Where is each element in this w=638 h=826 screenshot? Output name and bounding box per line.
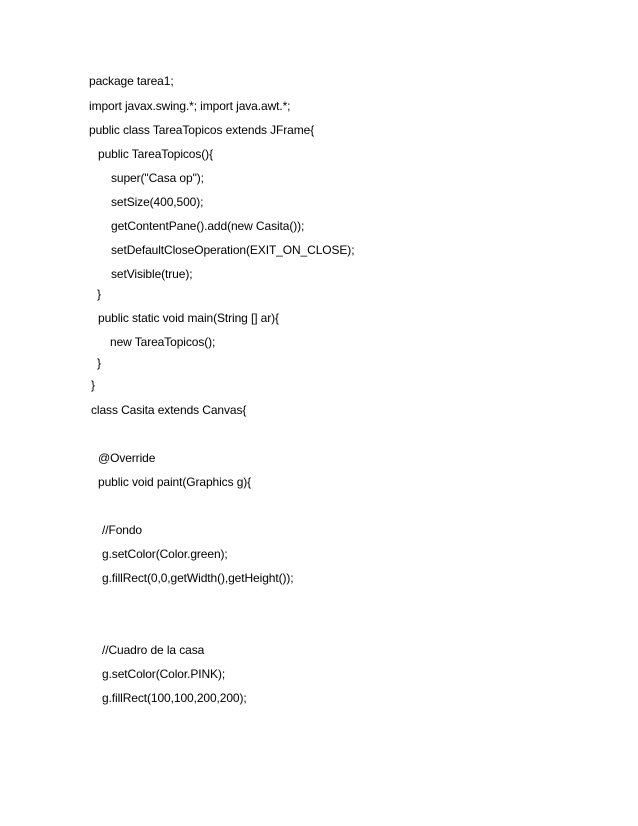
code-line: }	[97, 356, 101, 370]
code-line: @Override	[98, 451, 156, 465]
code-line: //Fondo	[102, 523, 142, 537]
code-line: setVisible(true);	[111, 267, 193, 281]
code-line: g.setColor(Color.PINK);	[102, 667, 226, 681]
code-line: super("Casa op");	[111, 171, 204, 185]
code-line: public TareaTopicos(){	[98, 147, 213, 161]
code-line: new TareaTopicos();	[110, 335, 216, 349]
code-line: //Cuadro de la casa	[102, 643, 205, 657]
code-line: class Casita extends Canvas{	[91, 403, 247, 417]
code-line: public void paint(Graphics g){	[98, 475, 252, 489]
code-line: setSize(400,500);	[111, 195, 204, 209]
code-line: }	[91, 378, 95, 392]
code-line: }	[97, 287, 101, 301]
code-line: package tarea1;	[89, 74, 174, 88]
code-line: g.setColor(Color.green);	[102, 547, 228, 561]
code-line: getContentPane().add(new Casita());	[111, 219, 305, 233]
code-line: public static void main(String [] ar){	[98, 311, 279, 325]
code-line: setDefaultCloseOperation(EXIT_ON_CLOSE);	[111, 243, 355, 257]
code-line: public class TareaTopicos extends JFrame{	[89, 123, 315, 137]
code-line: g.fillRect(100,100,200,200);	[102, 691, 247, 705]
code-line: g.fillRect(0,0,getWidth(),getHeight());	[102, 571, 294, 585]
code-line: import javax.swing.*; import java.awt.*;	[89, 99, 291, 113]
